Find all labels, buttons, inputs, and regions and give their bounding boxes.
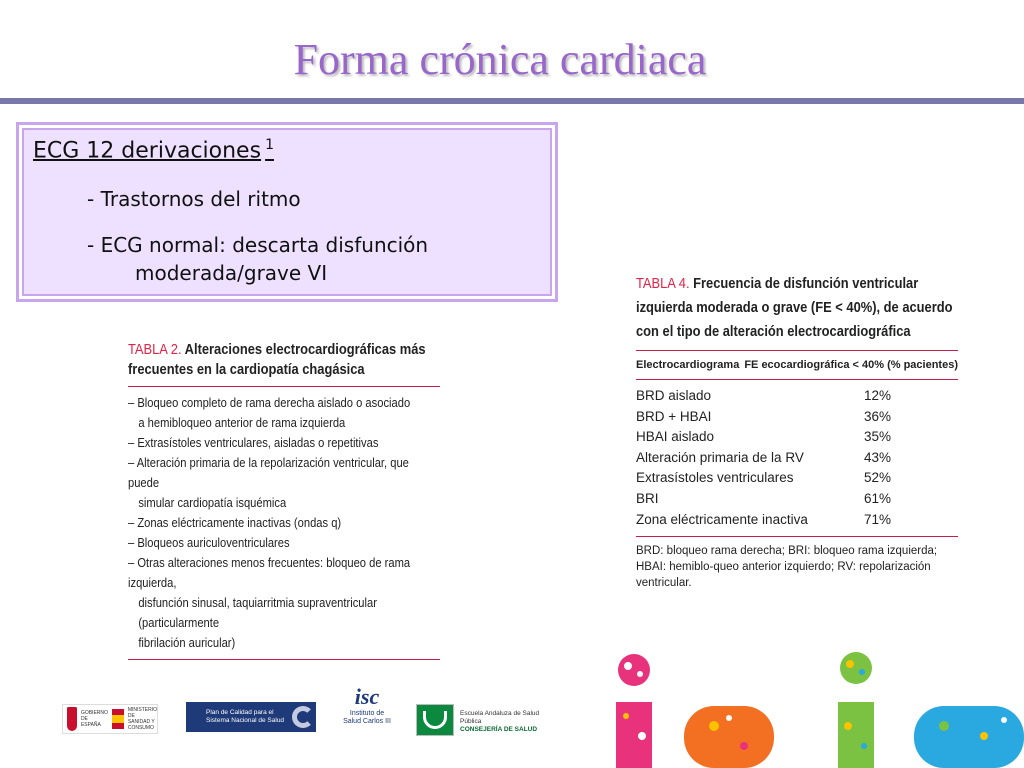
tabla-4-title — [636, 272, 963, 344]
sponsor-logo-strip — [0, 680, 1024, 768]
easp-logo — [460, 710, 560, 734]
ecg-item-normal-line1: - ECG normal: descarta disfunción — [87, 233, 429, 257]
table-row — [636, 489, 958, 510]
row-label: BRD aislado — [636, 388, 712, 403]
list-item: – Otras alteraciones menos frecuentes: bloqueo de rama izquierda, — [128, 555, 411, 590]
title-divider — [0, 98, 1024, 104]
tabla-2-bottom-rule — [128, 659, 440, 660]
tabla-4 — [636, 272, 958, 591]
table-row — [636, 407, 958, 428]
isciii-dotted-logo-icon — [604, 646, 1024, 768]
list-item: – Extrasístoles ventriculares, aisladas o repetitivas — [128, 435, 379, 450]
gobierno-text: GOBIERNO DE ESPAÑA — [80, 710, 108, 728]
list-item: a hemibloqueo anterior de rama izquierda — [138, 415, 346, 430]
row-label: Alteración primaria de la RV — [636, 449, 804, 465]
tabla-4-bottom-rule — [636, 536, 958, 537]
c-mark-icon — [292, 706, 314, 728]
row-value: 12% — [864, 388, 892, 403]
tabla-4-footnote: BRD: bloqueo rama derecha; BRI: bloqueo rama izquierda; HBAI: hemiblo-queo anterior izquierdo; RV: repolarización ventricular. — [636, 545, 938, 590]
spain-flag-icon — [112, 709, 124, 729]
row-label: BRD + HBAI — [636, 408, 712, 424]
easp-name: Escuela Andaluza de Salud Pública — [460, 710, 540, 725]
table-row — [636, 468, 958, 489]
coat-of-arms-icon — [67, 707, 77, 731]
consejeria-name: CONSEJERÍA DE SALUD — [460, 726, 538, 733]
junta-emblem-icon — [423, 711, 447, 729]
list-item: – Bloqueos auriculoventriculares — [128, 535, 290, 550]
row-label: Zona eléctricamente inactiva — [636, 511, 808, 527]
row-value: 36% — [864, 408, 892, 424]
ecg-heading-text: ECG 12 derivaciones — [33, 138, 262, 164]
list-item: fibrilación auricular) — [138, 635, 236, 650]
junta-andalucia-logo — [416, 704, 454, 736]
tabla-2-label: TABLA 2. — [128, 341, 182, 358]
plan-calidad-text: Plan de Calidad para el Sistema Nacional de Salud — [206, 709, 285, 724]
tabla-4-col-ecg: Electrocardiograma — [636, 359, 740, 371]
tabla-4-col-fe: FE ecocardiográfica < 40% (% pacientes) — [744, 359, 958, 371]
tabla-4-header-rule — [636, 379, 958, 380]
tabla-4-heading: Frecuencia de disfunción ventricular izquierda moderada o grave (FE < 40%), de acuerdo con el tipo de alteración electrocardiográfica — [636, 275, 953, 340]
list-item: – Zonas eléctricamente inactivas (ondas q) — [128, 515, 342, 530]
ecg-item-normal — [87, 231, 527, 287]
tabla-2-list — [128, 393, 438, 653]
tabla-2-top-rule — [128, 386, 440, 387]
row-value: 35% — [864, 429, 892, 445]
isc-text: Instituto de Salud Carlos III — [343, 710, 391, 725]
tabla-2-heading: Alteraciones electrocardiográficas más frecuentes en la cardiopatía chagásica — [128, 341, 426, 378]
list-item: – Alteración primaria de la repolarización ventricular, que puede — [128, 455, 409, 490]
row-value: 43% — [864, 449, 892, 465]
tabla-4-header-row — [636, 357, 958, 373]
row-label: HBAI aislado — [636, 429, 715, 445]
list-item: simular cardiopatía isquémica — [138, 495, 287, 510]
slide-title: Forma crónica cardiaca — [293, 35, 707, 84]
row-label: BRI — [636, 490, 659, 506]
gobierno-logo — [62, 704, 158, 734]
ministerio-text: MINISTERIO DE SANIDAD Y CONSUMO — [127, 707, 157, 731]
ecg-heading-reference: 1 — [265, 137, 274, 153]
row-value: 71% — [864, 511, 892, 527]
tabla-4-top-rule — [636, 350, 958, 351]
table-row — [636, 510, 958, 531]
row-label: Extrasístoles ventriculares — [636, 470, 794, 486]
ecg-item-rhythm: - Trastornos del ritmo — [87, 187, 301, 211]
ecg-heading — [33, 137, 274, 163]
table-row — [636, 386, 958, 407]
isciii-logo — [340, 684, 394, 744]
tabla-4-label: TABLA 4. — [636, 275, 690, 292]
isc-mark: isc — [354, 684, 380, 709]
tabla-2-title — [128, 340, 438, 380]
list-item: disfunción sinusal, taquiarritmia supraventricular (particularmente — [138, 595, 377, 630]
table-row — [636, 427, 958, 448]
row-value: 52% — [864, 470, 892, 486]
tabla-4-body — [636, 386, 958, 530]
plan-calidad-logo — [186, 702, 316, 732]
ecg-summary-box — [16, 122, 558, 302]
ecg-item-normal-line2: moderada/grave VI — [135, 261, 328, 285]
tabla-2 — [128, 340, 440, 666]
table-row — [636, 448, 958, 469]
list-item: – Bloqueo completo de rama derecha aislado o asociado — [128, 395, 411, 410]
row-value: 61% — [864, 490, 892, 506]
